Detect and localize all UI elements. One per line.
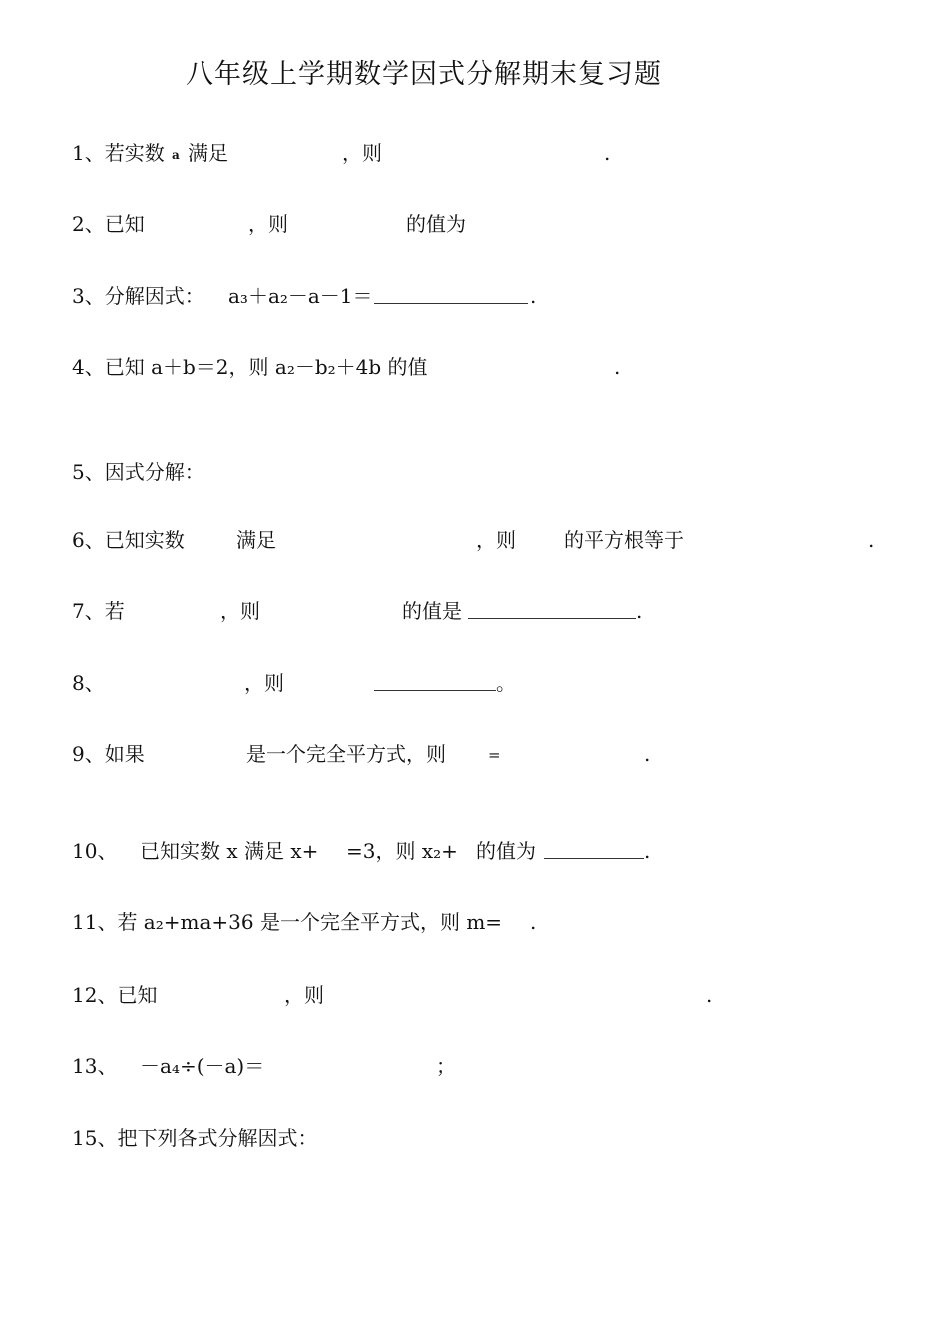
question-12-prefix: 12、已知 (72, 983, 158, 1007)
question-9-prefix: 9、如果 (72, 742, 145, 766)
question-6-text3: 的平方根等于 (564, 528, 684, 552)
question-1-text2: 满足 (188, 141, 228, 165)
question-8-end: 。 (496, 671, 516, 695)
question-11-end: . (530, 910, 537, 934)
question-10 (72, 836, 932, 866)
question-4-prefix: 4、已知 a＋b＝2，则 a₂－b₂＋4b 的值 (72, 355, 428, 379)
question-1-then: ，则 (342, 141, 382, 165)
question-4-end: . (614, 355, 621, 379)
question-7-answer-blank[interactable] (468, 618, 636, 619)
question-6 (72, 525, 932, 555)
question-7-prefix: 7、若 (72, 599, 125, 623)
question-1-var: a (172, 148, 180, 162)
question-6-prefix: 6、已知实数 (72, 528, 185, 552)
question-10-text2: =3，则 x₂+ (346, 839, 458, 863)
question-4 (72, 352, 932, 382)
question-5-prefix: 5、因式分解： (72, 460, 205, 484)
question-8 (72, 668, 932, 698)
question-3-end: . (530, 284, 537, 308)
question-7-text2: 的值是 (402, 599, 462, 623)
question-1 (72, 138, 932, 168)
question-13-end: ； (436, 1054, 456, 1078)
question-13 (72, 1051, 932, 1081)
question-9-eq: = (488, 746, 501, 764)
question-2-text2: 的值为 (406, 212, 466, 236)
question-9 (72, 739, 932, 769)
question-6-end: . (868, 528, 875, 552)
question-6-then: ，则 (476, 528, 516, 552)
question-1-prefix: 1、若实数 (72, 141, 165, 165)
question-3 (72, 281, 932, 311)
question-7-end: . (636, 599, 643, 623)
question-3-prefix: 3、分解因式： (72, 284, 205, 308)
question-8-then: ，则 (244, 671, 284, 695)
question-10-end: . (644, 839, 651, 863)
question-15-prefix: 15、把下列各式分解因式： (72, 1126, 318, 1150)
question-9-end: . (644, 742, 651, 766)
question-3-answer-blank[interactable] (374, 303, 528, 304)
question-10-answer-blank[interactable] (544, 858, 644, 859)
question-8-prefix: 8、 (72, 671, 105, 695)
question-2 (72, 209, 932, 239)
question-9-text2: 是一个完全平方式，则 (246, 742, 446, 766)
page-title: 八年级上学期数学因式分解期末复习题 (186, 59, 662, 90)
question-1-end: . (604, 141, 611, 165)
question-8-answer-blank[interactable] (374, 690, 496, 691)
question-13-prefix: 13、 (72, 1054, 118, 1078)
question-6-text2: 满足 (236, 528, 276, 552)
question-11-prefix: 11、若 a₂+ma+36 是一个完全平方式，则 m= (72, 910, 503, 934)
question-10-prefix: 10、 (72, 839, 118, 863)
question-12-end: . (706, 983, 713, 1007)
question-5 (72, 457, 932, 487)
question-10-text3: 的值为 (476, 839, 536, 863)
question-7 (72, 596, 932, 626)
question-12-then: ，则 (284, 983, 324, 1007)
question-10-text1: 已知实数 x 满足 x+ (140, 839, 319, 863)
question-15 (72, 1123, 932, 1153)
question-12 (72, 980, 932, 1010)
question-7-then: ，则 (220, 599, 260, 623)
question-11 (72, 907, 932, 937)
question-13-expr: －a₄÷(－a)＝ (140, 1054, 265, 1078)
question-2-prefix: 2、已知 (72, 212, 145, 236)
question-2-then: ，则 (248, 212, 288, 236)
question-3-expr: a₃＋a₂－a－1＝ (228, 284, 373, 308)
